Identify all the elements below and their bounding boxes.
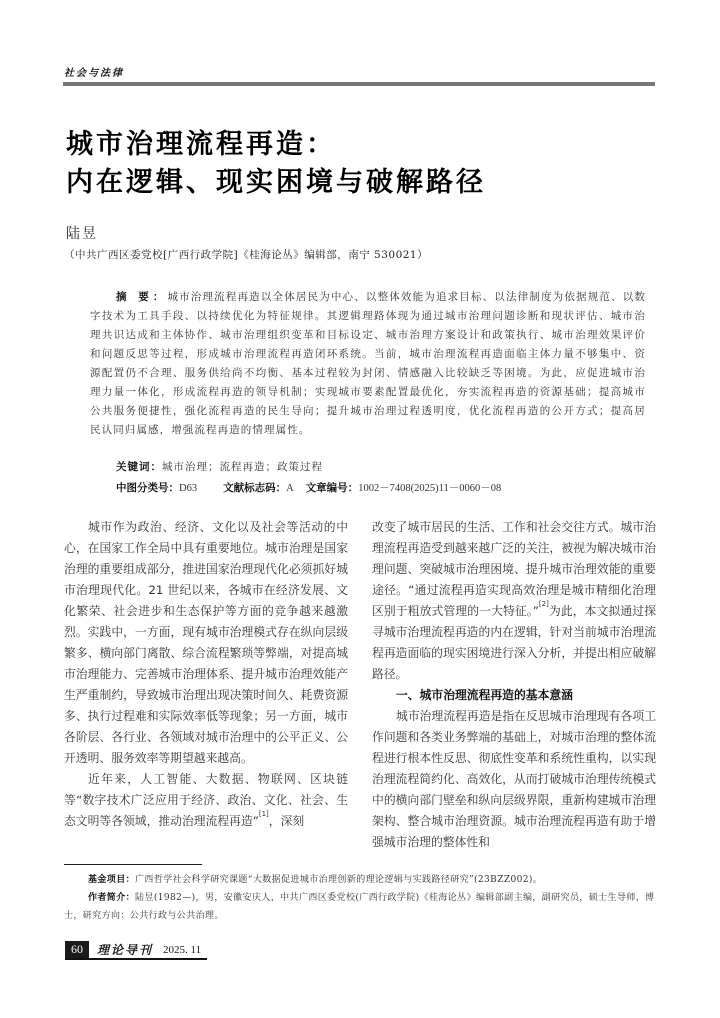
citation-ref[interactable]: [2] [538,600,549,608]
fund-note [64,871,656,889]
fund-label: 基金项目： [88,875,136,885]
abstract-label: 摘 要： [116,291,168,303]
header-rule [63,82,655,86]
paragraph: 城市作为政治、经济、文化以及社会等活动的中心，在国家工作全局中具有重要地位。城市治理是国家治理的重要组成部分，推进国家治理现代化必须抓好城市治理现代化。21 世纪以来，各城市在经济发展、文化繁荣、社会进步和生态保护等方面的竞争越来越激烈。实践中，一方面，现有城市治理模式存在纵向层级繁多、横向部门离散、综合流程繁琐等弊端，对提高城市治理能力、完善城市治理体系、提升城市治理效能产生严重制约，导致城市治理出现决策时间久、耗费资源多、执行过程难和实际效率低等现象；另一方面，城市各阶层、各行业、各领域对城市治理中的公平正义、公开透明、服务效率等期望越来越高。 [64,520,348,765]
bio-text: 陆昱(1982—)，男，安徽安庆人，中共广西区委党校(广西行政学院)《桂海论丛》编辑部副主编，副研究员，硕士生导师，博士，研究方向：公共行政与公共治理。 [64,893,655,921]
title-line-1: 城市治理流程再造： [66,129,336,160]
paragraph: 近年来，人工智能、大数据、物联网、区块链等“数字技术广泛应用于经济、政治、文化、社会、生态文明等各领域，推动治理流程再造”[1]，深刻 [64,772,348,828]
article-no-label: 文章编号： [305,482,359,494]
issue-date: 2025. 11 [163,943,202,956]
title-line-2: 内在逻辑、现实困境与破解路径 [66,167,486,198]
page-footer [65,941,207,960]
fund-text: 广西哲学社会科学研究课题“大数据促进城市治理创新的理论逻辑与实践路径研究”(23BZZ002)。 [135,875,543,885]
article-title [66,126,486,202]
keywords [116,459,323,474]
body-column-right [372,517,656,853]
page-number: 60 [65,941,89,958]
keywords-label: 关键词： [116,461,162,473]
doc-code-value: A [286,483,294,494]
article-no-value: 1002－7408(2025)11－0060－08 [358,483,502,494]
section-label: 社会与法律 [64,68,124,79]
journal-logo: 理论导刊 [97,943,154,957]
abstract [90,288,646,440]
paragraph: 改变了城市居民的生活、工作和社会交往方式。城市治理流程再造受到越来越广泛的关注，被视为解决城市治理问题、突破城市治理困境、提升城市治理效能的重要途径。“通过流程再造实现高效治理是城市精细化治理区别于粗放式管理的一大特征。”[2]为此，本文拟通过探寻城市治理流程再造的内在逻辑，针对当前城市治理流程再造面临的现实困境进行深入分析，并提出相应破解路径。 [372,520,656,681]
author-affiliation: （中共广西区委党校[广西行政学院]《桂海论丛》编辑部，南宁 530021） [64,249,429,261]
abstract-text: 城市治理流程再造以全体居民为中心、以整体效能为追求目标、以法律制度为依据规范、以数字技术为工具手段、以持续优化为特征规律。其逻辑理路体现为通过城市治理问题诊断和现状评估、城市治理共识达成和主体协作、城市治理组织变革和目标设定、城市治理方案设计和政策执行、城市治理效果评价和问题反思等过程，形成城市治理流程再造闭环系统。当前，城市治理流程再造面临主体力量不够集中、资源配置仍不合理、服务供给尚不均衡、基本过程较为封闭、情感融入比较缺乏等困境。为此，应促进城市治理力量一体化，形成流程再造的领导机制；实现城市要素配置最优化，夯实流程再造的资源基础；提高城市公共服务便捷性，强化流程再造的民生导向；提升城市治理过程透明度，优化流程再造的公开方式；提高居民认同归属感，增强流程再造的情理属性。 [90,291,646,436]
clc-value: D63 [179,483,198,494]
paragraph: 城市治理流程再造是指在反思城市治理现有各项工作问题和各类业务弊端的基础上，对城市治理的整体流程进行根本性反思、彻底性变革和系统性重构，以实现治理流程简约化、高效化，从而打破城市治理传统模式中的横向部门壁垒和纵向层级界限，重新构建城市治理架构、整合城市治理资源。城市治理流程再造有助于增强城市治理的整体性和 [372,709,656,849]
body-column-left [64,517,348,832]
author-bio [64,889,656,925]
citation-ref[interactable]: [1] [258,810,269,818]
doc-code-label: 文献标志码： [223,482,287,494]
keywords-value: 城市治理；流程再造；政策过程 [162,461,323,473]
bio-label: 作者简介： [88,893,136,903]
clc-label: 中图分类号： [116,482,179,494]
classification-line [116,480,501,495]
section-heading: 一、城市治理流程再造的基本意涵 [396,688,573,702]
footnote-rule [64,864,202,865]
footnotes [64,871,656,925]
author-name: 陆昱 [66,226,98,242]
